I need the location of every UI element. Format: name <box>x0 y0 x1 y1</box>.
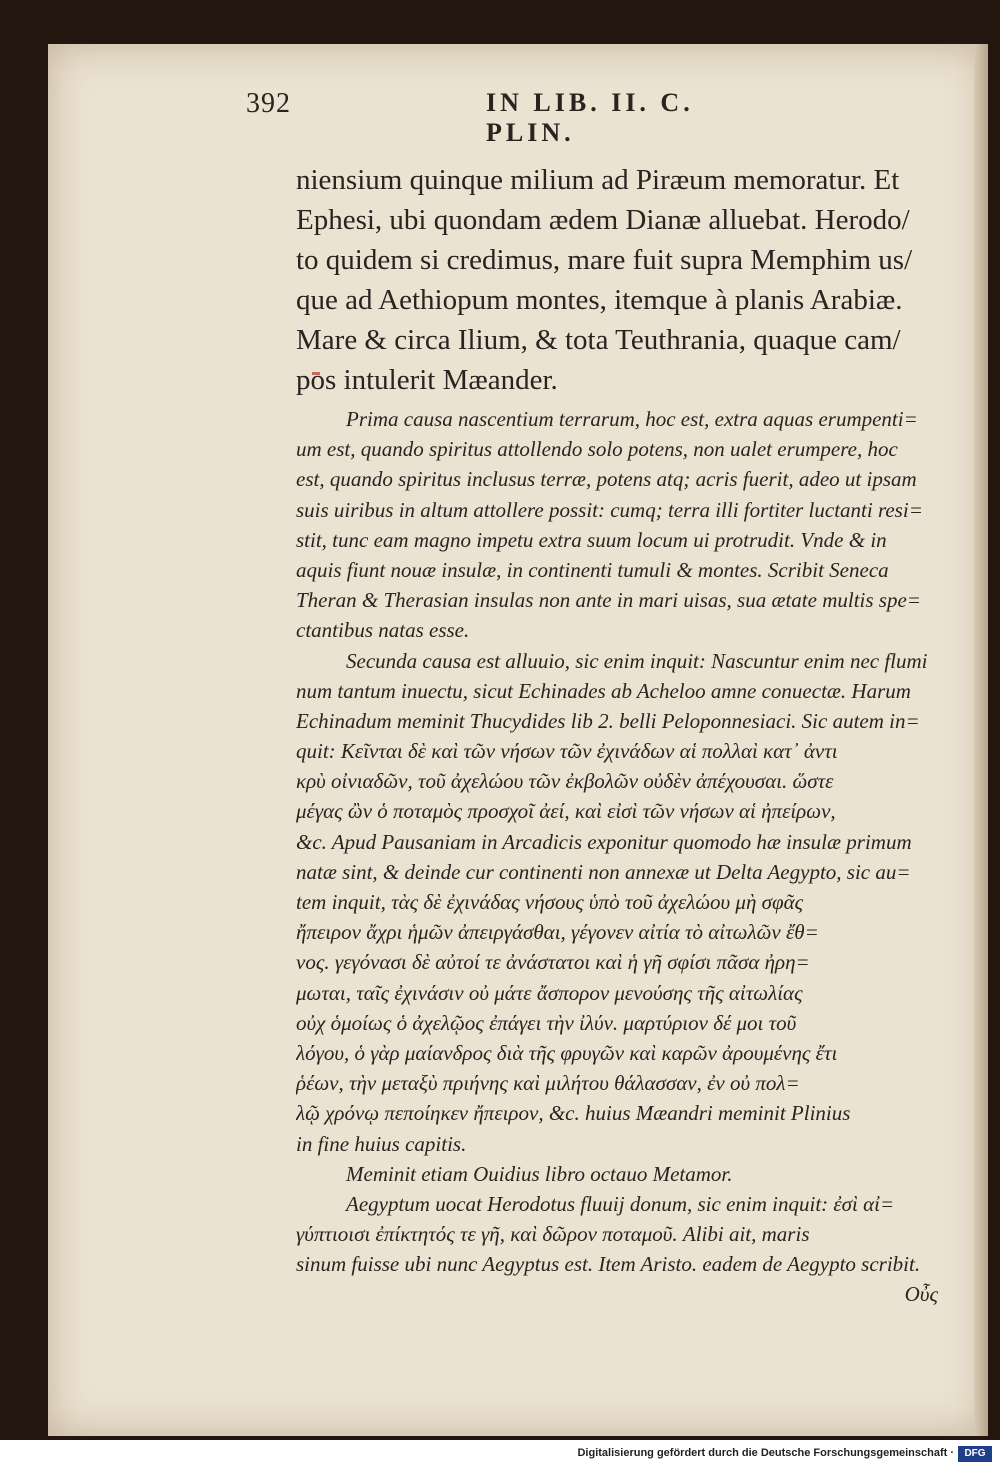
text-line: que ad Aethiopum montes, itemque à planis Arabiæ. <box>296 284 903 316</box>
catchword: Οὖς <box>904 1282 938 1307</box>
text-line: Prima causa nascentium terrarum, hoc est, extra aquas erumpenti= <box>346 407 918 431</box>
funding-credit: Digitalisierung gefördert durch die Deutsche Forschungsgemeinschaft · <box>577 1447 954 1459</box>
text-line: &c. Apud Pausaniam in Arcadicis exponitur quomodo hæ insulæ primum <box>296 829 912 854</box>
text-line: suis uiribus in altum attollere possit: cumq; terra illi fortiter luctanti resi= <box>296 497 923 522</box>
text-line: pos intulerit Mæander. <box>296 364 558 396</box>
text-line: est, quando spiritus inclusus terræ, potens atq; acris fuerit, adeo ut ipsam <box>296 467 917 492</box>
commentary-text <box>296 404 946 1310</box>
page-header <box>246 86 766 147</box>
text-line: Ephesi, ubi quondam ædem Dianæ alluebat. Herodo/ <box>296 204 910 236</box>
page-edge <box>974 44 988 1436</box>
text-line: νος. γεγόνασι δὲ αὐτοί τε ἀνάστατοι καὶ ἡ γῆ σφίσι πᾶσα ἠρη= <box>296 950 810 975</box>
text-line: num tantum inuectu, sicut Echinades ab Acheloo amne conuectæ. Harum <box>296 678 911 703</box>
text-line: μέγας ὢν ὁ ποταμὸς προσχοῖ ἀεί, καὶ εἰσὶ τῶν νήσων αἱ ἠπείρων, <box>296 799 836 824</box>
text-line: γύπτιοισι ἐπίκτητός τε γῆ, καὶ δῶρον ποταμοῦ. Alibi ait, maris <box>296 1222 810 1247</box>
text-line: stit, tunc eam magno impetu extra suum locum ui protrudit. Vnde & in <box>296 527 887 552</box>
text-line: Theran & Therasian insulas non ante in mari uisas, sua ætate multis spe= <box>296 588 921 613</box>
footer-bar <box>0 1440 1000 1468</box>
text-line: κρὺ οἰνιαδῶν, τοῦ ἀχελώου τῶν ἐκβολῶν οὐδὲν ἀπέχουσαι. ὥστε <box>296 769 834 794</box>
running-head: IN LIB. II. C. PLIN. <box>486 88 694 147</box>
text-line: niensium quinque milium ad Piræum memoratur. Et <box>296 164 900 196</box>
text-line: um est, quando spiritus attollendo solo potens, non ualet erumpere, hoc <box>296 437 898 462</box>
text-line: Meminit etiam Ouidius libro octauo Metamor. <box>346 1161 733 1186</box>
text-line: Mare & circa Ilium, & tota Teuthrania, quaque cam/ <box>296 324 901 356</box>
page-number: 392 <box>246 88 291 119</box>
text-line: λῷ χρόνῳ πεποίηκεν ἤπειρον, &c. huius Mæandri meminit Plinius <box>296 1101 851 1126</box>
text-line: ῥέων, τὴν μεταξὺ πριήνης καὶ μιλήτου θάλασσαν, ἐν οὐ πολ= <box>296 1071 800 1096</box>
text-line: to quidem si credimus, mare fuit supra Memphim us/ <box>296 244 913 276</box>
text-line: in fine huius capitis. <box>296 1131 467 1156</box>
text-line: ἤπειρον ἄχρι ἡμῶν ἀπειργάσθαι, γέγονεν αἰτία τὸ αἰτωλῶν ἔθ= <box>296 920 819 945</box>
dfg-logo: DFG <box>958 1446 992 1462</box>
text-line: quit: Κεῖνται δὲ καὶ τῶν νήσων τῶν ἐχινάδων αἱ πολλαὶ κατ᾽ ἀντι <box>296 739 838 764</box>
text-line: Aegyptum uocat Herodotus fluuij donum, sic enim inquit: ἐσὶ αἰ= <box>346 1191 895 1216</box>
text-line: Secunda causa est alluuio, sic enim inquit: Nascuntur enim nec flumi <box>346 648 928 673</box>
text-line: aquis fiunt nouæ insulæ, in continenti tumuli & montes. Scribit Seneca <box>296 557 889 582</box>
roman-paragraph <box>296 160 946 400</box>
text-line: ctantibus natas esse. <box>296 618 470 643</box>
text-line: natæ sint, & deinde cur continenti non annexæ ut Delta Aegypto, sic au= <box>296 859 911 884</box>
text-line: οὐχ ὁμοίως ὁ ἀχελῷος ἐπάγει τὴν ἰλύν. μαρτύριον δέ μοι τοῦ <box>296 1010 797 1035</box>
text-line: tem inquit, τὰς δὲ ἐχινάδας νήσους ὑπὸ τοῦ ἀχελώου μὴ σφᾶς <box>296 890 804 914</box>
text-line: μωται, ταῖς ἐχινάσιν οὐ μάτε ἄσπορον μενούσης τῆς αἰτωλίας <box>296 980 803 1005</box>
body-text <box>296 160 946 1310</box>
text-line: Echinadum meminit Thucydides lib 2. belli Peloponnesiaci. Sic autem in= <box>296 708 920 733</box>
text-line: sinum fuisse ubi nunc Aegyptus est. Item Aristo. eadem de Aegypto scribit. <box>296 1252 921 1277</box>
text-line: λόγου, ὁ γὰρ μαίανδρος διὰ τῆς φρυγῶν καὶ καρῶν ἀρουμένης ἔτι <box>296 1040 838 1065</box>
